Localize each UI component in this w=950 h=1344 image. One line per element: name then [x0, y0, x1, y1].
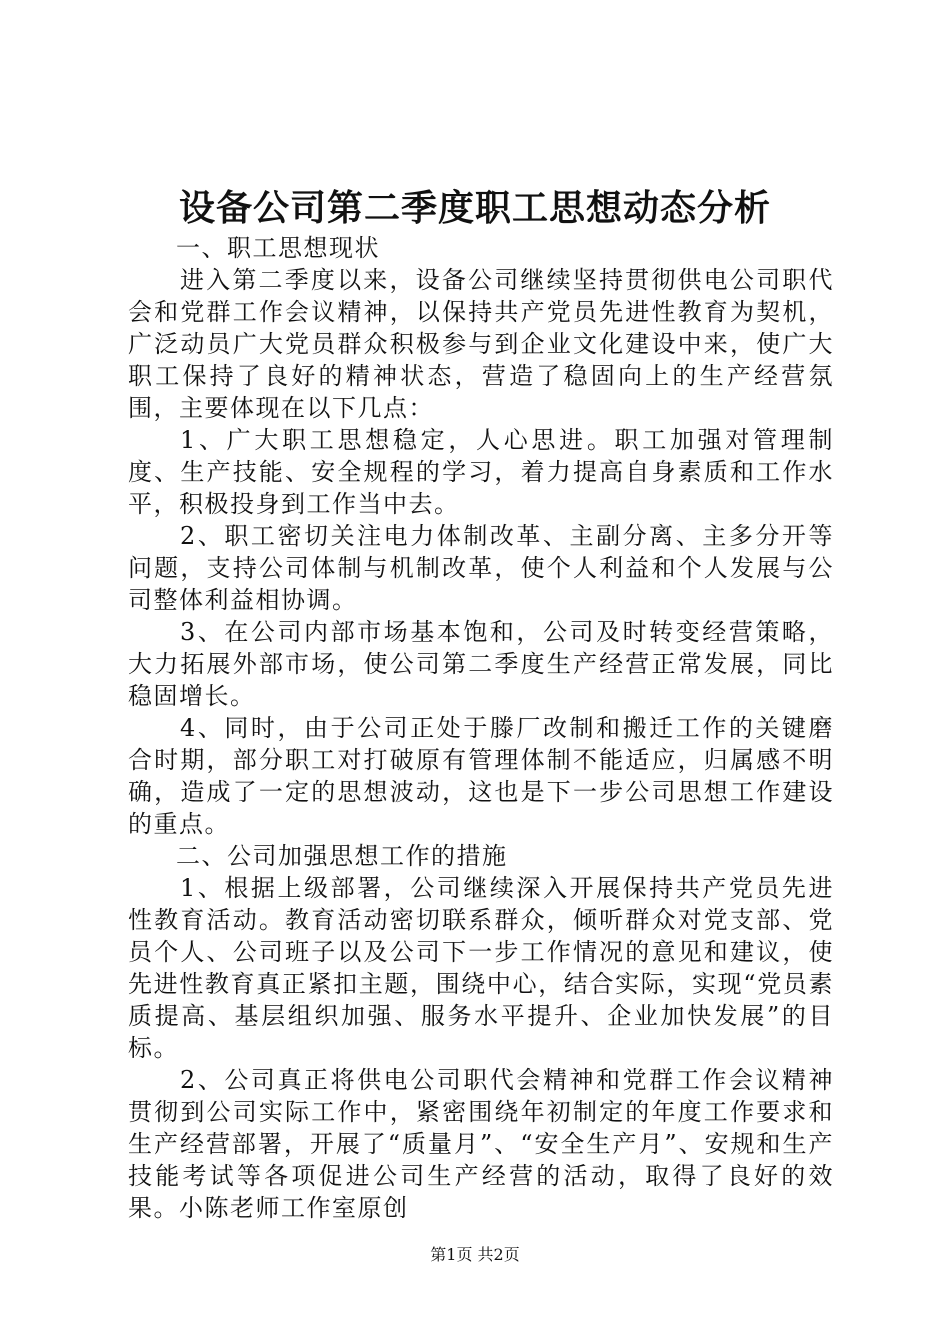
- paragraph-measure-2: 2、公司真正将供电公司职代会精神和党群工作会议精神贯彻到公司实际工作中，紧密围绕年初制定的年度工作要求和生产经营部署，开展了“质量月”、“安全生产月”、安规和生产技能考试等各项促进公司生产经营的活动，取得了良好的效果。小陈老师工作室原创: [128, 1066, 834, 1222]
- paragraph-measure-1: 1、根据上级部署，公司继续深入开展保持共产党员先进性教育活动。教育活动密切联系群众，倾听群众对党支部、党员个人、公司班子以及公司下一步工作情况的意见和建议，使先进性教育真正紧扣主题，围绕中心，结合实际，实现“党员素质提高、基层组织加强、服务水平提升、企业加快发展”的目标。: [128, 874, 834, 1062]
- document-title: 设备公司第二季度职工思想动态分析: [178, 187, 771, 229]
- document-body: [128, 232, 834, 1224]
- paragraph-intro: 进入第二季度以来，设备公司继续坚持贯彻供电公司职代会和党群工作会议精神，以保持共产党员先进性教育为契机，广泛动员广大党员群众积极参与到企业文化建设中来，使广大职工保持了良好的精神状态，营造了稳固向上的生产经营氛围，主要体现在以下几点：: [128, 266, 834, 422]
- paragraph-point-2: 2、职工密切关注电力体制改革、主副分离、主多分开等问题，支持公司体制与机制改革，使个人利益和个人发展与公司整体利益相协调。: [128, 522, 834, 614]
- paragraph-point-3: 3、在公司内部市场基本饱和，公司及时转变经营策略，大力拓展外部市场，使公司第二季度生产经营正常发展，同比稳固增长。: [128, 618, 834, 710]
- section-heading-2: 二、公司加强思想工作的措施: [176, 842, 508, 870]
- paragraph-point-1: 1、广大职工思想稳定，人心思进。职工加强对管理制度、生产技能、安全规程的学习，着力提高自身素质和工作水平，积极投身到工作当中去。: [128, 426, 834, 518]
- paragraph-point-4: 4、同时，由于公司正处于滕厂改制和搬迁工作的关键磨合时期，部分职工对打破原有管理体制不能适应，归属感不明确，造成了一定的思想波动，这也是下一步公司思想工作建设的重点。: [128, 714, 834, 838]
- page-number: 第1页 共2页: [430, 1245, 520, 1264]
- section-heading-1: 一、职工思想现状: [176, 234, 380, 262]
